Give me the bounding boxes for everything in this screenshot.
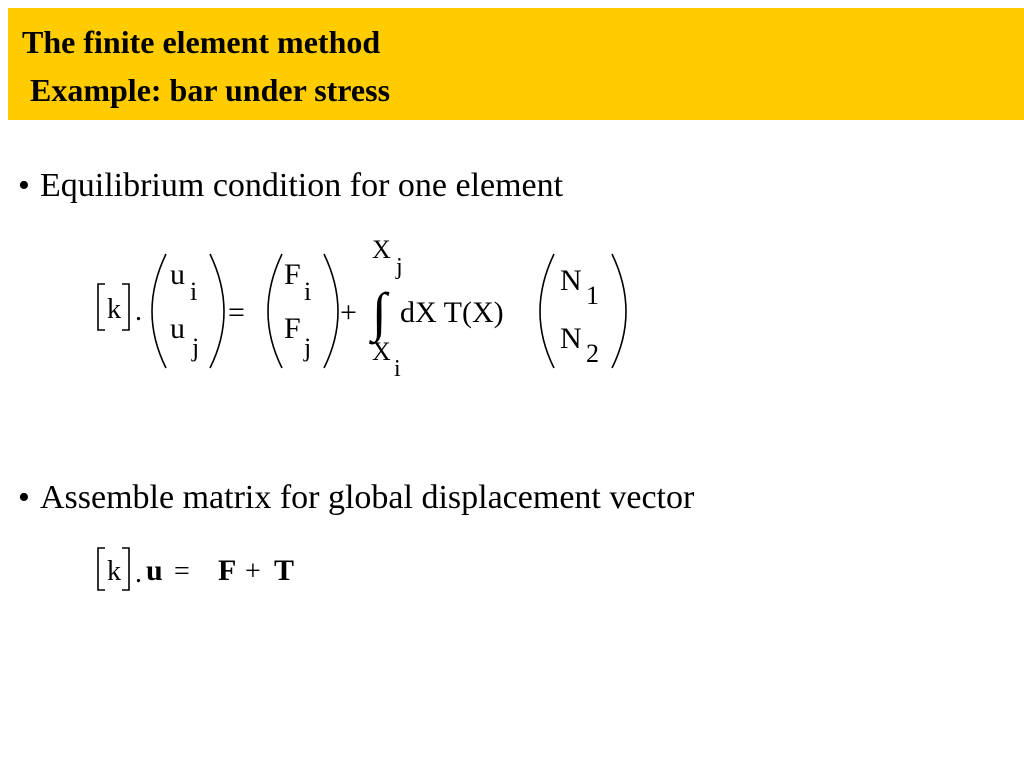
k-symbol: k: [107, 556, 121, 587]
equals-sign: =: [174, 556, 190, 587]
k-bracket-left: [98, 284, 105, 330]
u-j-sub: j: [192, 333, 200, 362]
shape-paren-right: [612, 254, 626, 368]
k-symbol: k: [107, 294, 121, 325]
k-bracket-right: [122, 284, 129, 330]
disp-paren-left: [152, 254, 166, 368]
bullet-equilibrium: [18, 166, 563, 206]
n-2-base: N: [560, 322, 582, 355]
dot-operator: .: [135, 296, 142, 327]
f-i-base: F: [284, 258, 301, 291]
u-j-base: u: [170, 312, 185, 345]
integral-sign: ∫: [372, 282, 387, 342]
u-i-base: u: [170, 258, 185, 291]
slide-title: The finite element method: [22, 24, 381, 60]
n-2-sub: 2: [586, 339, 599, 368]
equilibrium-equation: [90, 228, 650, 388]
n-1-base: N: [560, 264, 582, 297]
lower-limit-base: X: [372, 337, 391, 366]
lower-limit-sub: i: [394, 356, 401, 382]
bullet-assemble: [18, 478, 694, 518]
upper-limit-sub: j: [396, 254, 403, 280]
bullet-marker: •: [18, 167, 30, 204]
u-i-sub: i: [190, 277, 198, 306]
k-bracket-right: [122, 548, 129, 590]
force-paren-left: [268, 254, 282, 368]
shape-paren-left: [540, 254, 554, 368]
t-vector: T: [274, 554, 295, 587]
bullet-text: Assemble matrix for global displacement vector: [40, 479, 695, 516]
u-vector: u: [146, 554, 163, 587]
f-vector: F: [218, 554, 237, 587]
equals-sign: =: [228, 296, 245, 329]
upper-limit-base: X: [372, 235, 391, 264]
dot-operator: .: [135, 558, 142, 589]
f-j-sub: j: [304, 333, 312, 362]
k-bracket-left: [98, 548, 105, 590]
disp-paren-right: [210, 254, 224, 368]
bullet-marker: •: [18, 479, 30, 516]
global-equation: [90, 540, 350, 600]
plus-sign: +: [245, 556, 261, 587]
integrand: dX T(X): [400, 296, 504, 329]
bullet-text: Equilibrium condition for one element: [40, 167, 564, 204]
f-j-base: F: [284, 312, 301, 345]
f-i-sub: i: [304, 277, 312, 306]
force-paren-right: [324, 254, 338, 368]
n-1-sub: 1: [586, 281, 599, 310]
plus-sign: +: [340, 296, 357, 329]
slide-subtitle: Example: bar under stress: [22, 72, 391, 108]
